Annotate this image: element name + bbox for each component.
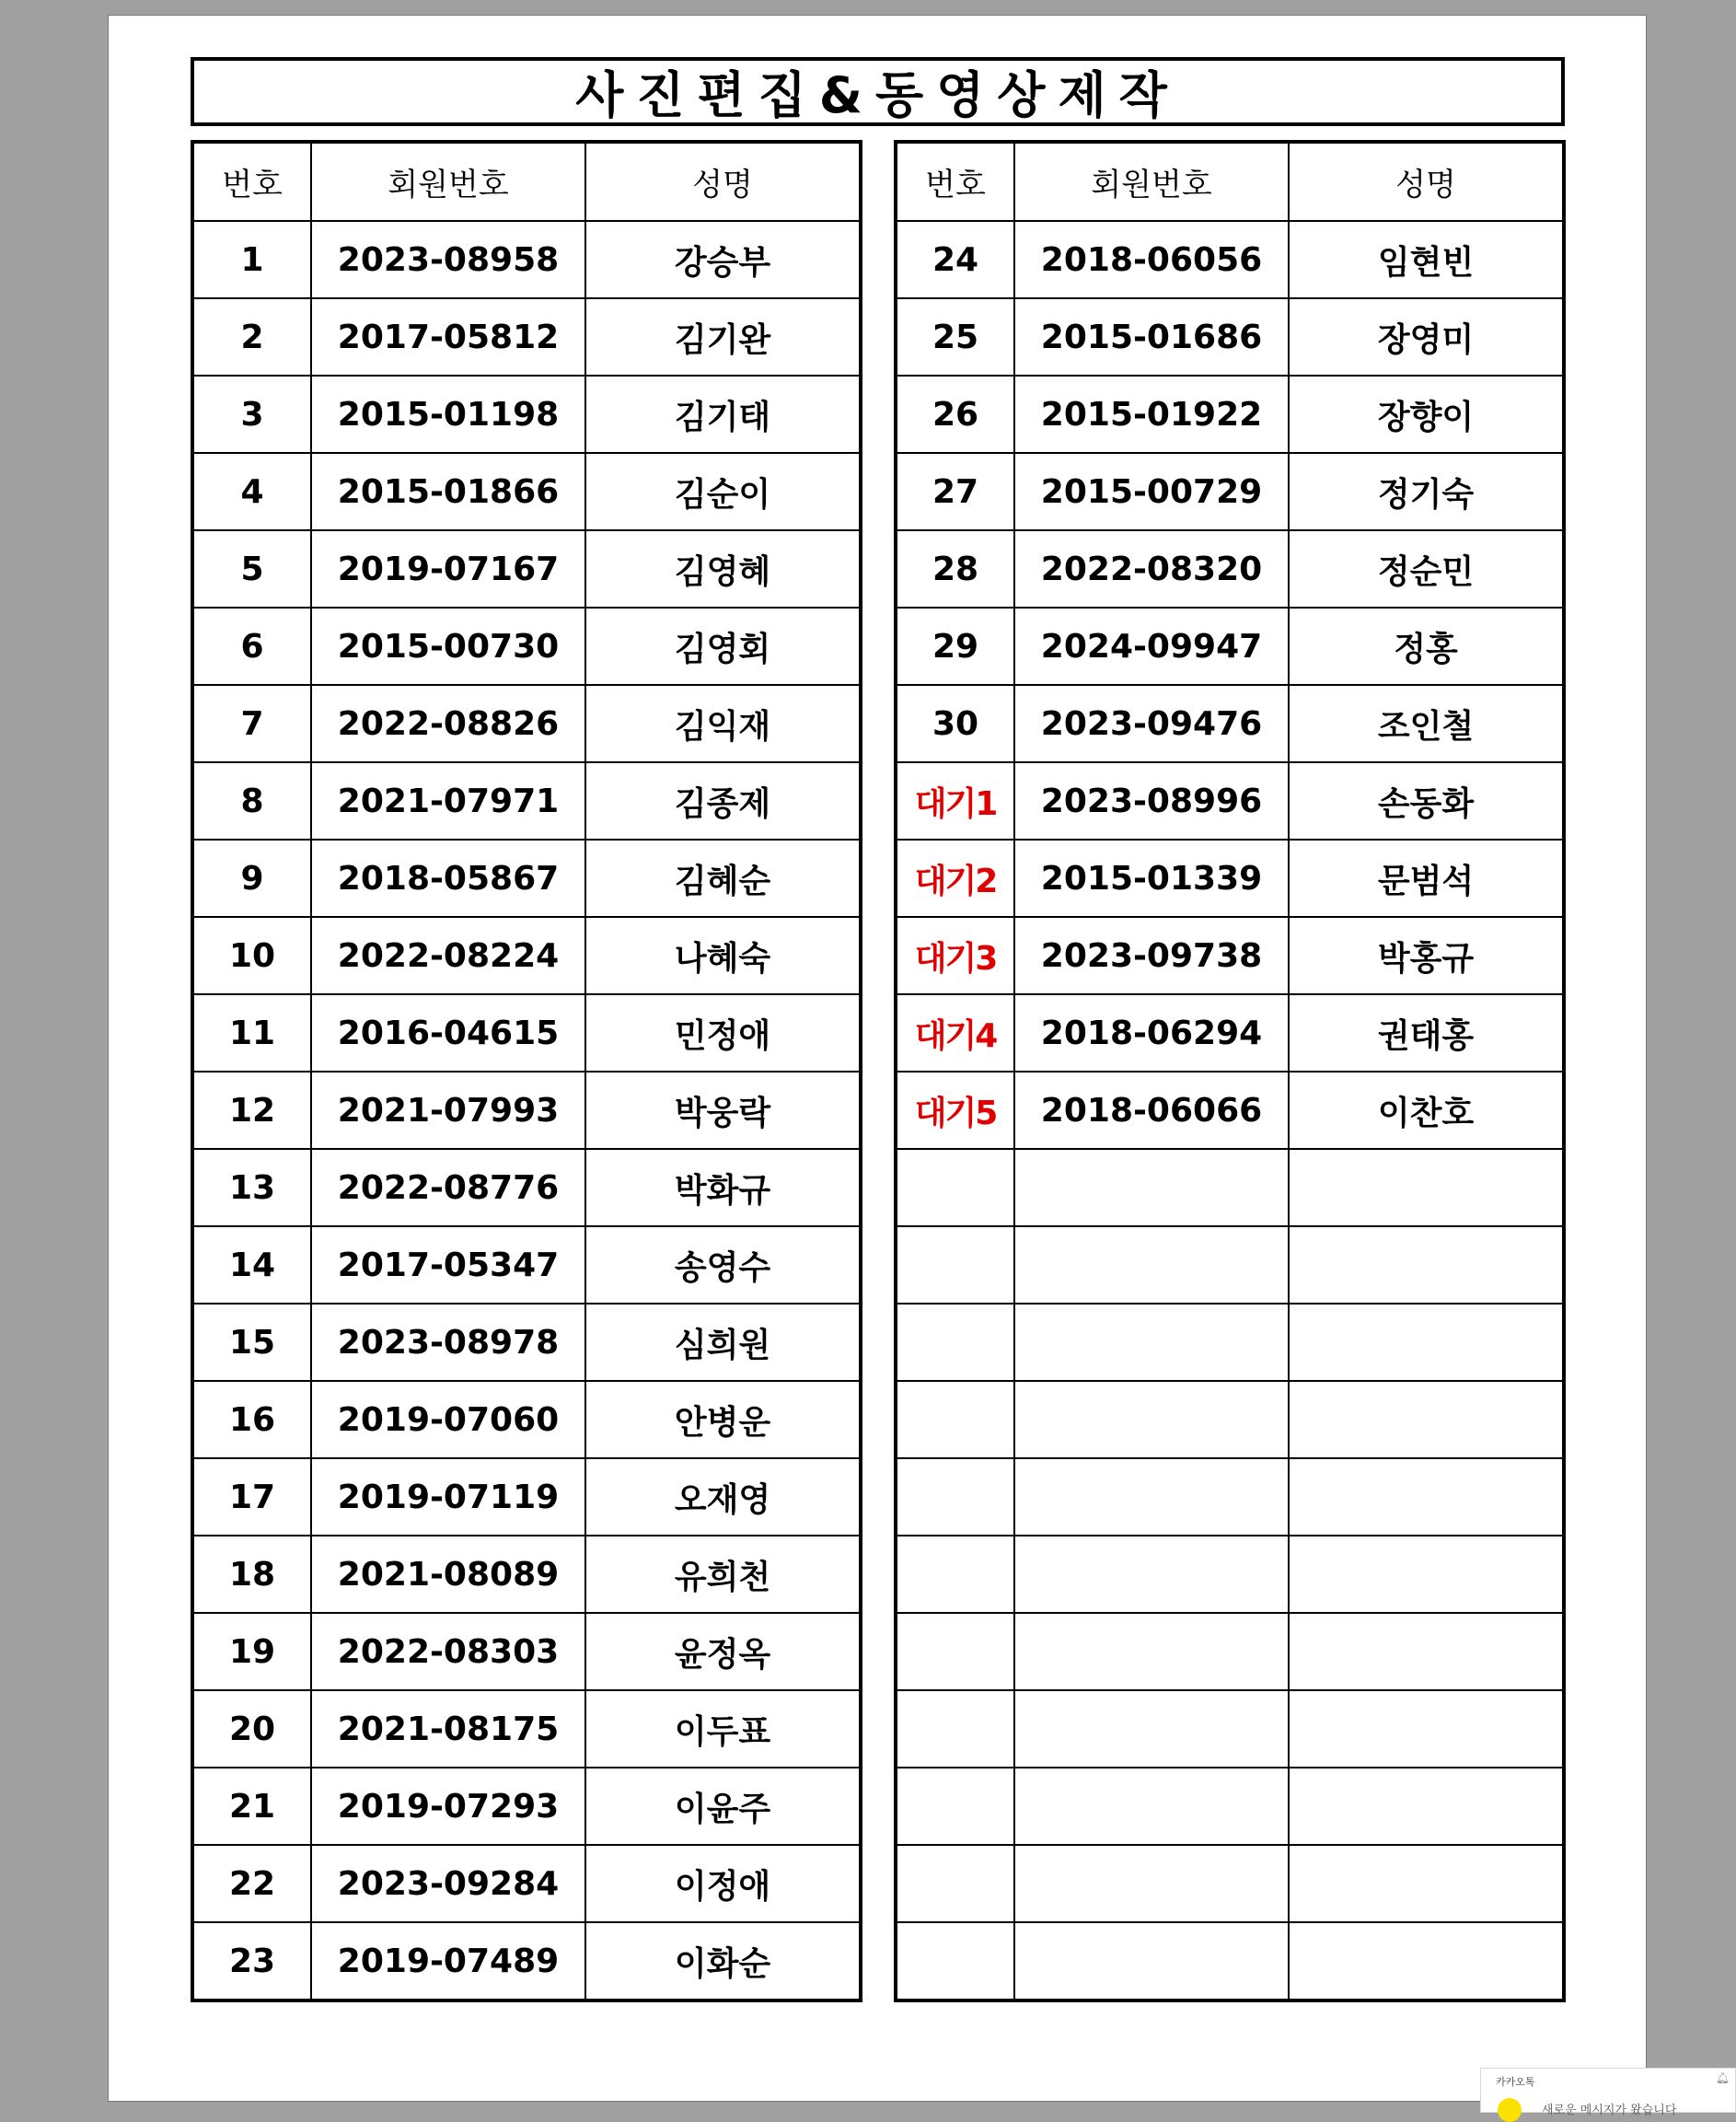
member-id: 2021-07971 bbox=[311, 762, 585, 840]
row-number: 23 bbox=[192, 1922, 311, 2000]
row-number: 대기3 bbox=[896, 917, 1014, 994]
member-name bbox=[1289, 1226, 1564, 1304]
member-name: 김기태 bbox=[585, 376, 861, 453]
table-row bbox=[192, 453, 861, 530]
table-row bbox=[896, 1690, 1564, 1768]
member-name bbox=[1289, 1381, 1564, 1458]
row-number: 3 bbox=[192, 376, 311, 453]
member-name: 이윤주 bbox=[585, 1768, 861, 1845]
table-row bbox=[896, 1768, 1564, 1845]
kakaotalk-icon bbox=[1498, 2098, 1522, 2122]
row-number: 19 bbox=[192, 1613, 311, 1690]
table-row bbox=[896, 1226, 1564, 1304]
row-number: 27 bbox=[896, 453, 1014, 530]
member-name: 김순이 bbox=[585, 453, 861, 530]
row-number bbox=[896, 1304, 1014, 1381]
table-row bbox=[896, 1845, 1564, 1922]
member-id: 2019-07489 bbox=[311, 1922, 585, 2000]
member-name: 권태홍 bbox=[1289, 994, 1564, 1072]
member-id: 2018-06294 bbox=[1014, 994, 1289, 1072]
member-id bbox=[1014, 1613, 1289, 1690]
member-name: 이정애 bbox=[585, 1845, 861, 1922]
member-id bbox=[1014, 1768, 1289, 1845]
row-number: 30 bbox=[896, 685, 1014, 762]
member-id bbox=[1014, 1922, 1289, 2000]
row-number bbox=[896, 1690, 1014, 1768]
member-id: 2018-05867 bbox=[311, 840, 585, 917]
member-name: 이두표 bbox=[585, 1690, 861, 1768]
member-id bbox=[1014, 1536, 1289, 1613]
header-member-id: 회원번호 bbox=[1014, 142, 1289, 221]
row-number: 4 bbox=[192, 453, 311, 530]
toast-message: 새로운 메시지가 왔습니다 bbox=[1542, 2104, 1677, 2117]
table-row bbox=[896, 1072, 1564, 1149]
member-id: 2015-00730 bbox=[311, 608, 585, 685]
row-number bbox=[896, 1381, 1014, 1458]
member-id: 2023-09284 bbox=[311, 1845, 585, 1922]
member-name: 정기숙 bbox=[1289, 453, 1564, 530]
header-num: 번호 bbox=[896, 142, 1014, 221]
table-row bbox=[896, 376, 1564, 453]
member-id: 2018-06066 bbox=[1014, 1072, 1289, 1149]
roster-table-right bbox=[894, 140, 1566, 2002]
member-name: 안병운 bbox=[585, 1381, 861, 1458]
table-row bbox=[192, 840, 861, 917]
member-id bbox=[1014, 1304, 1289, 1381]
member-name: 심희원 bbox=[585, 1304, 861, 1381]
row-number bbox=[896, 1458, 1014, 1536]
table-row bbox=[192, 762, 861, 840]
header-member-id: 회원번호 bbox=[311, 142, 585, 221]
row-number: 7 bbox=[192, 685, 311, 762]
table-row bbox=[192, 994, 861, 1072]
member-name: 박홍규 bbox=[1289, 917, 1564, 994]
member-name bbox=[1289, 1845, 1564, 1922]
table-row bbox=[192, 685, 861, 762]
row-number: 대기5 bbox=[896, 1072, 1014, 1149]
table-row bbox=[192, 1613, 861, 1690]
row-number: 10 bbox=[192, 917, 311, 994]
table-row bbox=[192, 1226, 861, 1304]
row-number: 15 bbox=[192, 1304, 311, 1381]
member-id: 2023-08978 bbox=[311, 1304, 585, 1381]
table-row bbox=[192, 1536, 861, 1613]
member-name: 이찬호 bbox=[1289, 1072, 1564, 1149]
member-name bbox=[1289, 1458, 1564, 1536]
member-id: 2017-05812 bbox=[311, 298, 585, 376]
row-number: 16 bbox=[192, 1381, 311, 1458]
member-id: 2021-08175 bbox=[311, 1690, 585, 1768]
table-row bbox=[896, 762, 1564, 840]
row-number bbox=[896, 1226, 1014, 1304]
table-row bbox=[192, 1845, 861, 1922]
member-id: 2022-08826 bbox=[311, 685, 585, 762]
table-row bbox=[896, 453, 1564, 530]
member-name bbox=[1289, 1690, 1564, 1768]
table-row bbox=[896, 1536, 1564, 1613]
row-number: 6 bbox=[192, 608, 311, 685]
member-name: 박웅락 bbox=[585, 1072, 861, 1149]
member-id: 2021-07993 bbox=[311, 1072, 585, 1149]
member-id: 2022-08776 bbox=[311, 1149, 585, 1226]
table-row bbox=[192, 608, 861, 685]
row-number: 13 bbox=[192, 1149, 311, 1226]
table-row bbox=[896, 298, 1564, 376]
row-number bbox=[896, 1536, 1014, 1613]
member-id: 2015-01922 bbox=[1014, 376, 1289, 453]
member-name: 조인철 bbox=[1289, 685, 1564, 762]
row-number bbox=[896, 1922, 1014, 2000]
member-name bbox=[1289, 1304, 1564, 1381]
row-number: 대기2 bbox=[896, 840, 1014, 917]
row-number: 대기4 bbox=[896, 994, 1014, 1072]
member-name: 김종제 bbox=[585, 762, 861, 840]
member-name: 김영회 bbox=[585, 608, 861, 685]
row-number bbox=[896, 1149, 1014, 1226]
member-name: 오재영 bbox=[585, 1458, 861, 1536]
row-number: 18 bbox=[192, 1536, 311, 1613]
table-row bbox=[896, 840, 1564, 917]
member-id: 2019-07119 bbox=[311, 1458, 585, 1536]
member-id bbox=[1014, 1690, 1289, 1768]
table-row bbox=[896, 608, 1564, 685]
member-id: 2023-09476 bbox=[1014, 685, 1289, 762]
header-name: 성명 bbox=[585, 142, 861, 221]
member-name bbox=[1289, 1149, 1564, 1226]
row-number bbox=[896, 1768, 1014, 1845]
row-number: 25 bbox=[896, 298, 1014, 376]
member-id: 2021-08089 bbox=[311, 1536, 585, 1613]
row-number: 9 bbox=[192, 840, 311, 917]
member-id: 2015-01198 bbox=[311, 376, 585, 453]
table-row bbox=[192, 530, 861, 608]
row-number: 17 bbox=[192, 1458, 311, 1536]
bell-icon[interactable]: 🔔︎ bbox=[1715, 2071, 1730, 2084]
member-name: 김익재 bbox=[585, 685, 861, 762]
table-row bbox=[896, 1613, 1564, 1690]
table-row bbox=[896, 1458, 1564, 1536]
member-name: 강승부 bbox=[585, 221, 861, 298]
table-row bbox=[896, 221, 1564, 298]
row-number: 22 bbox=[192, 1845, 311, 1922]
table-row bbox=[192, 376, 861, 453]
member-name bbox=[1289, 1922, 1564, 2000]
row-number: 14 bbox=[192, 1226, 311, 1304]
member-name bbox=[1289, 1536, 1564, 1613]
row-number: 2 bbox=[192, 298, 311, 376]
table-row bbox=[896, 1149, 1564, 1226]
member-id: 2018-06056 bbox=[1014, 221, 1289, 298]
table-row bbox=[896, 530, 1564, 608]
row-number: 24 bbox=[896, 221, 1014, 298]
row-number: 20 bbox=[192, 1690, 311, 1768]
member-id: 2023-08996 bbox=[1014, 762, 1289, 840]
table-row bbox=[896, 1381, 1564, 1458]
table-row bbox=[192, 1381, 861, 1458]
member-id bbox=[1014, 1226, 1289, 1304]
table-row bbox=[192, 1304, 861, 1381]
table-row bbox=[192, 1149, 861, 1226]
member-id: 2023-08958 bbox=[311, 221, 585, 298]
table-row bbox=[896, 1304, 1564, 1381]
row-number: 29 bbox=[896, 608, 1014, 685]
roster-table-left bbox=[191, 140, 862, 2002]
header-num: 번호 bbox=[192, 142, 311, 221]
member-id: 2024-09947 bbox=[1014, 608, 1289, 685]
row-number bbox=[896, 1845, 1014, 1922]
header-row bbox=[896, 142, 1564, 221]
table-row bbox=[896, 685, 1564, 762]
notification-toast[interactable] bbox=[1480, 2068, 1736, 2117]
member-id: 2016-04615 bbox=[311, 994, 585, 1072]
member-name: 정홍 bbox=[1289, 608, 1564, 685]
table-row bbox=[192, 298, 861, 376]
row-number: 대기1 bbox=[896, 762, 1014, 840]
table-row bbox=[192, 1458, 861, 1536]
member-name: 유희천 bbox=[585, 1536, 861, 1613]
member-name: 민정애 bbox=[585, 994, 861, 1072]
row-number: 8 bbox=[192, 762, 311, 840]
table-row bbox=[192, 1690, 861, 1768]
member-id bbox=[1014, 1149, 1289, 1226]
member-name: 손동화 bbox=[1289, 762, 1564, 840]
member-id: 2022-08320 bbox=[1014, 530, 1289, 608]
toast-app-name: 카카오톡 bbox=[1496, 2076, 1535, 2088]
member-id: 2015-01339 bbox=[1014, 840, 1289, 917]
row-number: 12 bbox=[192, 1072, 311, 1149]
member-name bbox=[1289, 1613, 1564, 1690]
member-name: 송영수 bbox=[585, 1226, 861, 1304]
member-id: 2017-05347 bbox=[311, 1226, 585, 1304]
member-name: 문범석 bbox=[1289, 840, 1564, 917]
member-id: 2019-07167 bbox=[311, 530, 585, 608]
table-row bbox=[192, 917, 861, 994]
table-row bbox=[192, 221, 861, 298]
member-id: 2022-08303 bbox=[311, 1613, 585, 1690]
member-id bbox=[1014, 1458, 1289, 1536]
member-name: 김영혜 bbox=[585, 530, 861, 608]
member-name: 임현빈 bbox=[1289, 221, 1564, 298]
member-name: 김혜순 bbox=[585, 840, 861, 917]
row-number: 28 bbox=[896, 530, 1014, 608]
row-number: 21 bbox=[192, 1768, 311, 1845]
member-id: 2015-01866 bbox=[311, 453, 585, 530]
header-row bbox=[192, 142, 861, 221]
member-name: 나혜숙 bbox=[585, 917, 861, 994]
table-row bbox=[192, 1922, 861, 2000]
member-id bbox=[1014, 1381, 1289, 1458]
member-name bbox=[1289, 1768, 1564, 1845]
member-id: 2019-07293 bbox=[311, 1768, 585, 1845]
member-id: 2015-01686 bbox=[1014, 298, 1289, 376]
member-name: 장영미 bbox=[1289, 298, 1564, 376]
member-name: 이화순 bbox=[585, 1922, 861, 2000]
table-row bbox=[896, 994, 1564, 1072]
member-name: 정순민 bbox=[1289, 530, 1564, 608]
member-name: 윤정옥 bbox=[585, 1613, 861, 1690]
table-row bbox=[896, 1922, 1564, 2000]
header-name: 성명 bbox=[1289, 142, 1564, 221]
document-title: 사진편집&동영상제작 bbox=[191, 57, 1565, 126]
member-id: 2023-09738 bbox=[1014, 917, 1289, 994]
member-id: 2019-07060 bbox=[311, 1381, 585, 1458]
table-row bbox=[192, 1072, 861, 1149]
row-number: 26 bbox=[896, 376, 1014, 453]
table-row bbox=[192, 1768, 861, 1845]
table-row bbox=[896, 917, 1564, 994]
member-name: 김기완 bbox=[585, 298, 861, 376]
row-number bbox=[896, 1613, 1014, 1690]
member-id: 2015-00729 bbox=[1014, 453, 1289, 530]
member-id: 2022-08224 bbox=[311, 917, 585, 994]
member-name: 박화규 bbox=[585, 1149, 861, 1226]
row-number: 11 bbox=[192, 994, 311, 1072]
member-name: 장향이 bbox=[1289, 376, 1564, 453]
member-id bbox=[1014, 1845, 1289, 1922]
row-number: 1 bbox=[192, 221, 311, 298]
row-number: 5 bbox=[192, 530, 311, 608]
